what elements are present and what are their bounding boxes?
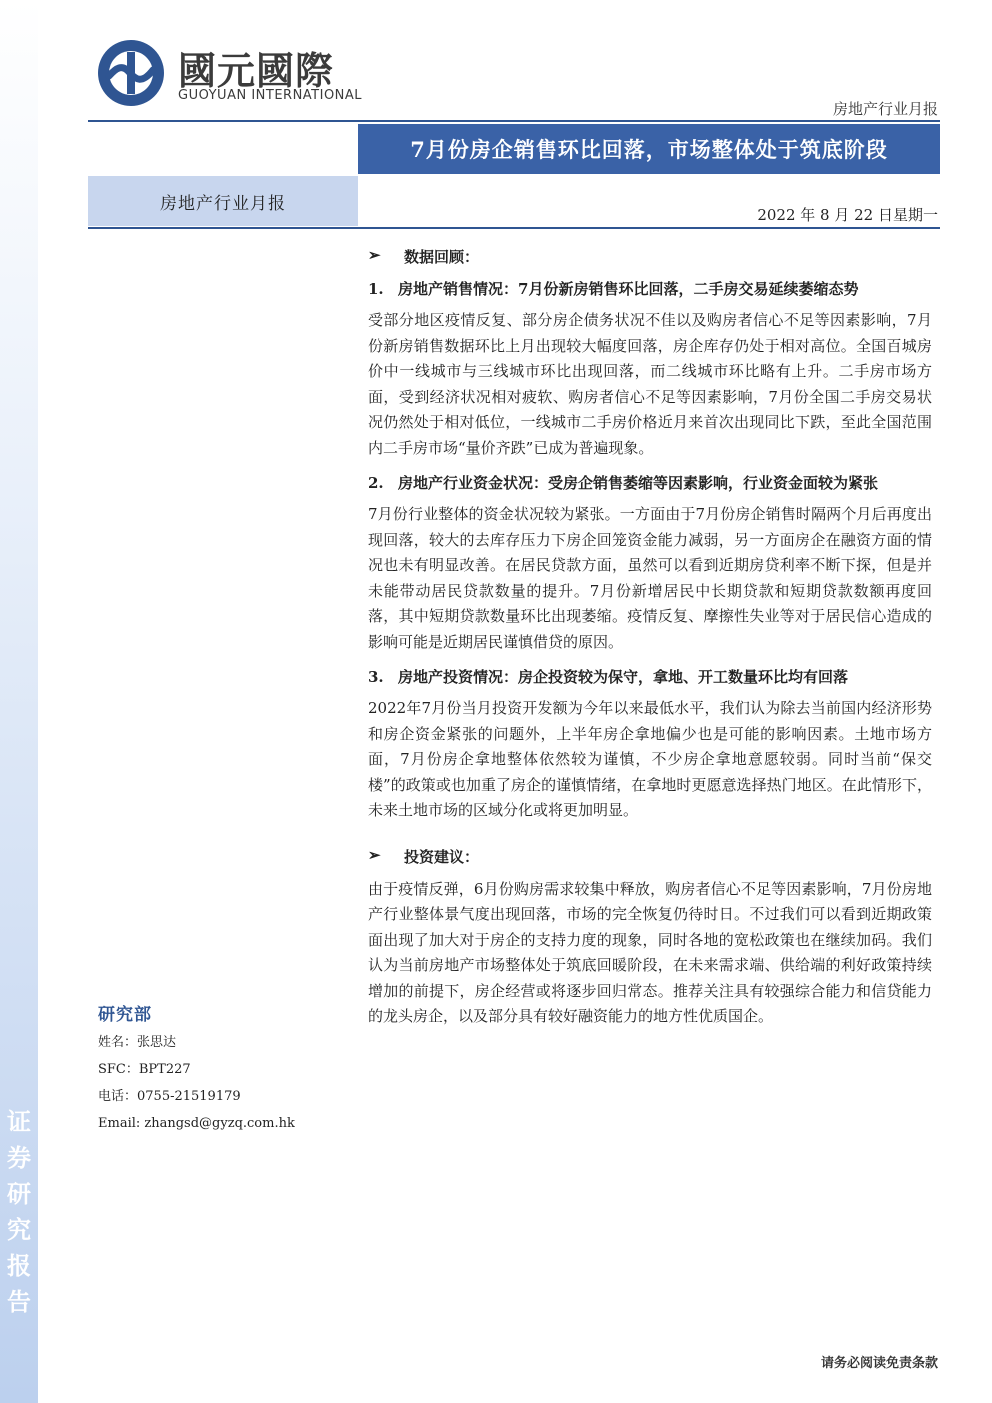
section-advice [368,846,932,867]
report-date: 2022 年 8 月 22 日星期一 [757,206,938,224]
item2-heading [368,471,932,496]
item-heading-text: 房地产销售情况：7月份新房销售环比回落，二手房交易延续萎缩态势 [398,280,859,298]
section-data-review [368,246,932,267]
logo-emblem-icon [96,38,166,108]
item1-body: 受部分地区疫情反复、部分房企债务状况不佳以及购房者信心不足等因素影响，7月份新房销售数据环比上月出现较大幅度回落，房企库存仍处于相对高位。全国百城房价中一线城市与三线城市环比出现回落，而二线城市环比略有上升。二手房市场方面，受到经济状况相对疲软、购房者信心不足等因素影响，7月份全国二手房交易状况仍然处于相对低位，一线城市二手房价格近月来首次出现同比下跌，至此全国范围内二手房市场“量价齐跌”已成为普遍现象。 [368,311,932,457]
arrow-bullet-icon: ➢ [368,845,381,864]
item3-body: 2022年7月份当月投资开发额为今年以来最低水平，我们认为除去当前国内经济形势和房企资金紧张的问题外，上半年房企拿地偏少也是可能的影响因素。土地市场方面，7月份房企拿地整体依然较为谨慎，不少房企拿地意愿较弱。同时当前“保交楼”的政策或也加重了房企的谨慎情绪，在拿地时更愿意选择热门地区。在此情形下，未来土地市场的区域分化或将更加明显。 [368,699,932,819]
department-title: 研究部 [98,1005,152,1025]
item-heading-text: 房地产行业资金状况：受房企销售萎缩等因素影响，行业资金面较为紧张 [398,474,879,492]
analyst-sfc: SFC：BPT227 [98,1062,191,1077]
report-title: 7月份房企销售环比回落，市场整体处于筑底阶段 [358,124,940,174]
section-label: 投资建议： [404,847,480,866]
item3-heading [368,665,932,690]
section-label: 数据回顾： [404,248,480,266]
header-divider [88,120,940,122]
analyst-phone: 电话：0755-21519179 [98,1089,241,1104]
item-number: 1. [368,280,384,298]
main-content [368,240,932,1038]
arrow-bullet-icon: ➢ [368,246,381,264]
category-box: 房地产行业月报 [88,176,358,226]
item-heading-text: 房地产投资情况：房企投资较为保守，拿地、开工数量环比均有回落 [398,668,849,686]
company-logo [96,38,366,108]
item-number: 3. [368,668,384,686]
logo-english-name: GUOYUAN INTERNATIONAL [178,88,363,103]
date-divider [88,227,940,229]
item-number: 2. [368,474,384,492]
logo-chinese-name: 國元國際 [178,49,335,93]
item1-heading [368,277,932,302]
item2-body: 7月份行业整体的资金状况较为紧张。一方面由于7月份房企销售时隔两个月后再度出现回落，较大的去库存压力下房企回笼资金能力减弱，另一方面房企在融资方面的情况也未有明显改善。在居民贷款方面，虽然可以看到近期房贷利率不断下探，但是并未能带动居民贷款数量的提升。7月份新增居民中长期贷款和短期贷款数额再度回落，其中短期贷款数量环比出现萎缩。疫情反复、摩擦性失业等对于居民信心造成的影响可能是近期居民谨慎借贷的原因。 [368,505,932,651]
analyst-info [98,1000,348,1137]
side-vertical-label: 证券研究报告 [7,1107,31,1316]
advice-body: 由于疫情反弹，6月份购房需求较集中释放，购房者信心不足等因素影响，7月份房地产行业整体景气度出现回落，市场的完全恢复仍待时日。不过我们可以看到近期政策面出现了加大对于房企的支持力度的现象，同时各地的宽松政策也在继续加码。我们认为当前房地产市场整体处于筑底回暖阶段，在未来需求端、供给端的利好政策持续增加的前提下，房企经营或将逐步回归常态。推荐关注具有较强综合能力和信贷能力的龙头房企，以及部分具有较好融资能力的地方性优质国企。 [368,879,932,1025]
analyst-email: Email: zhangsd@gyzq.com.hk [98,1116,295,1131]
analyst-name: 姓名：张思达 [98,1035,177,1050]
header-category: 房地产行业月报 [832,100,938,118]
disclaimer-link[interactable]: 请务必阅读免责条款 [820,1356,938,1371]
